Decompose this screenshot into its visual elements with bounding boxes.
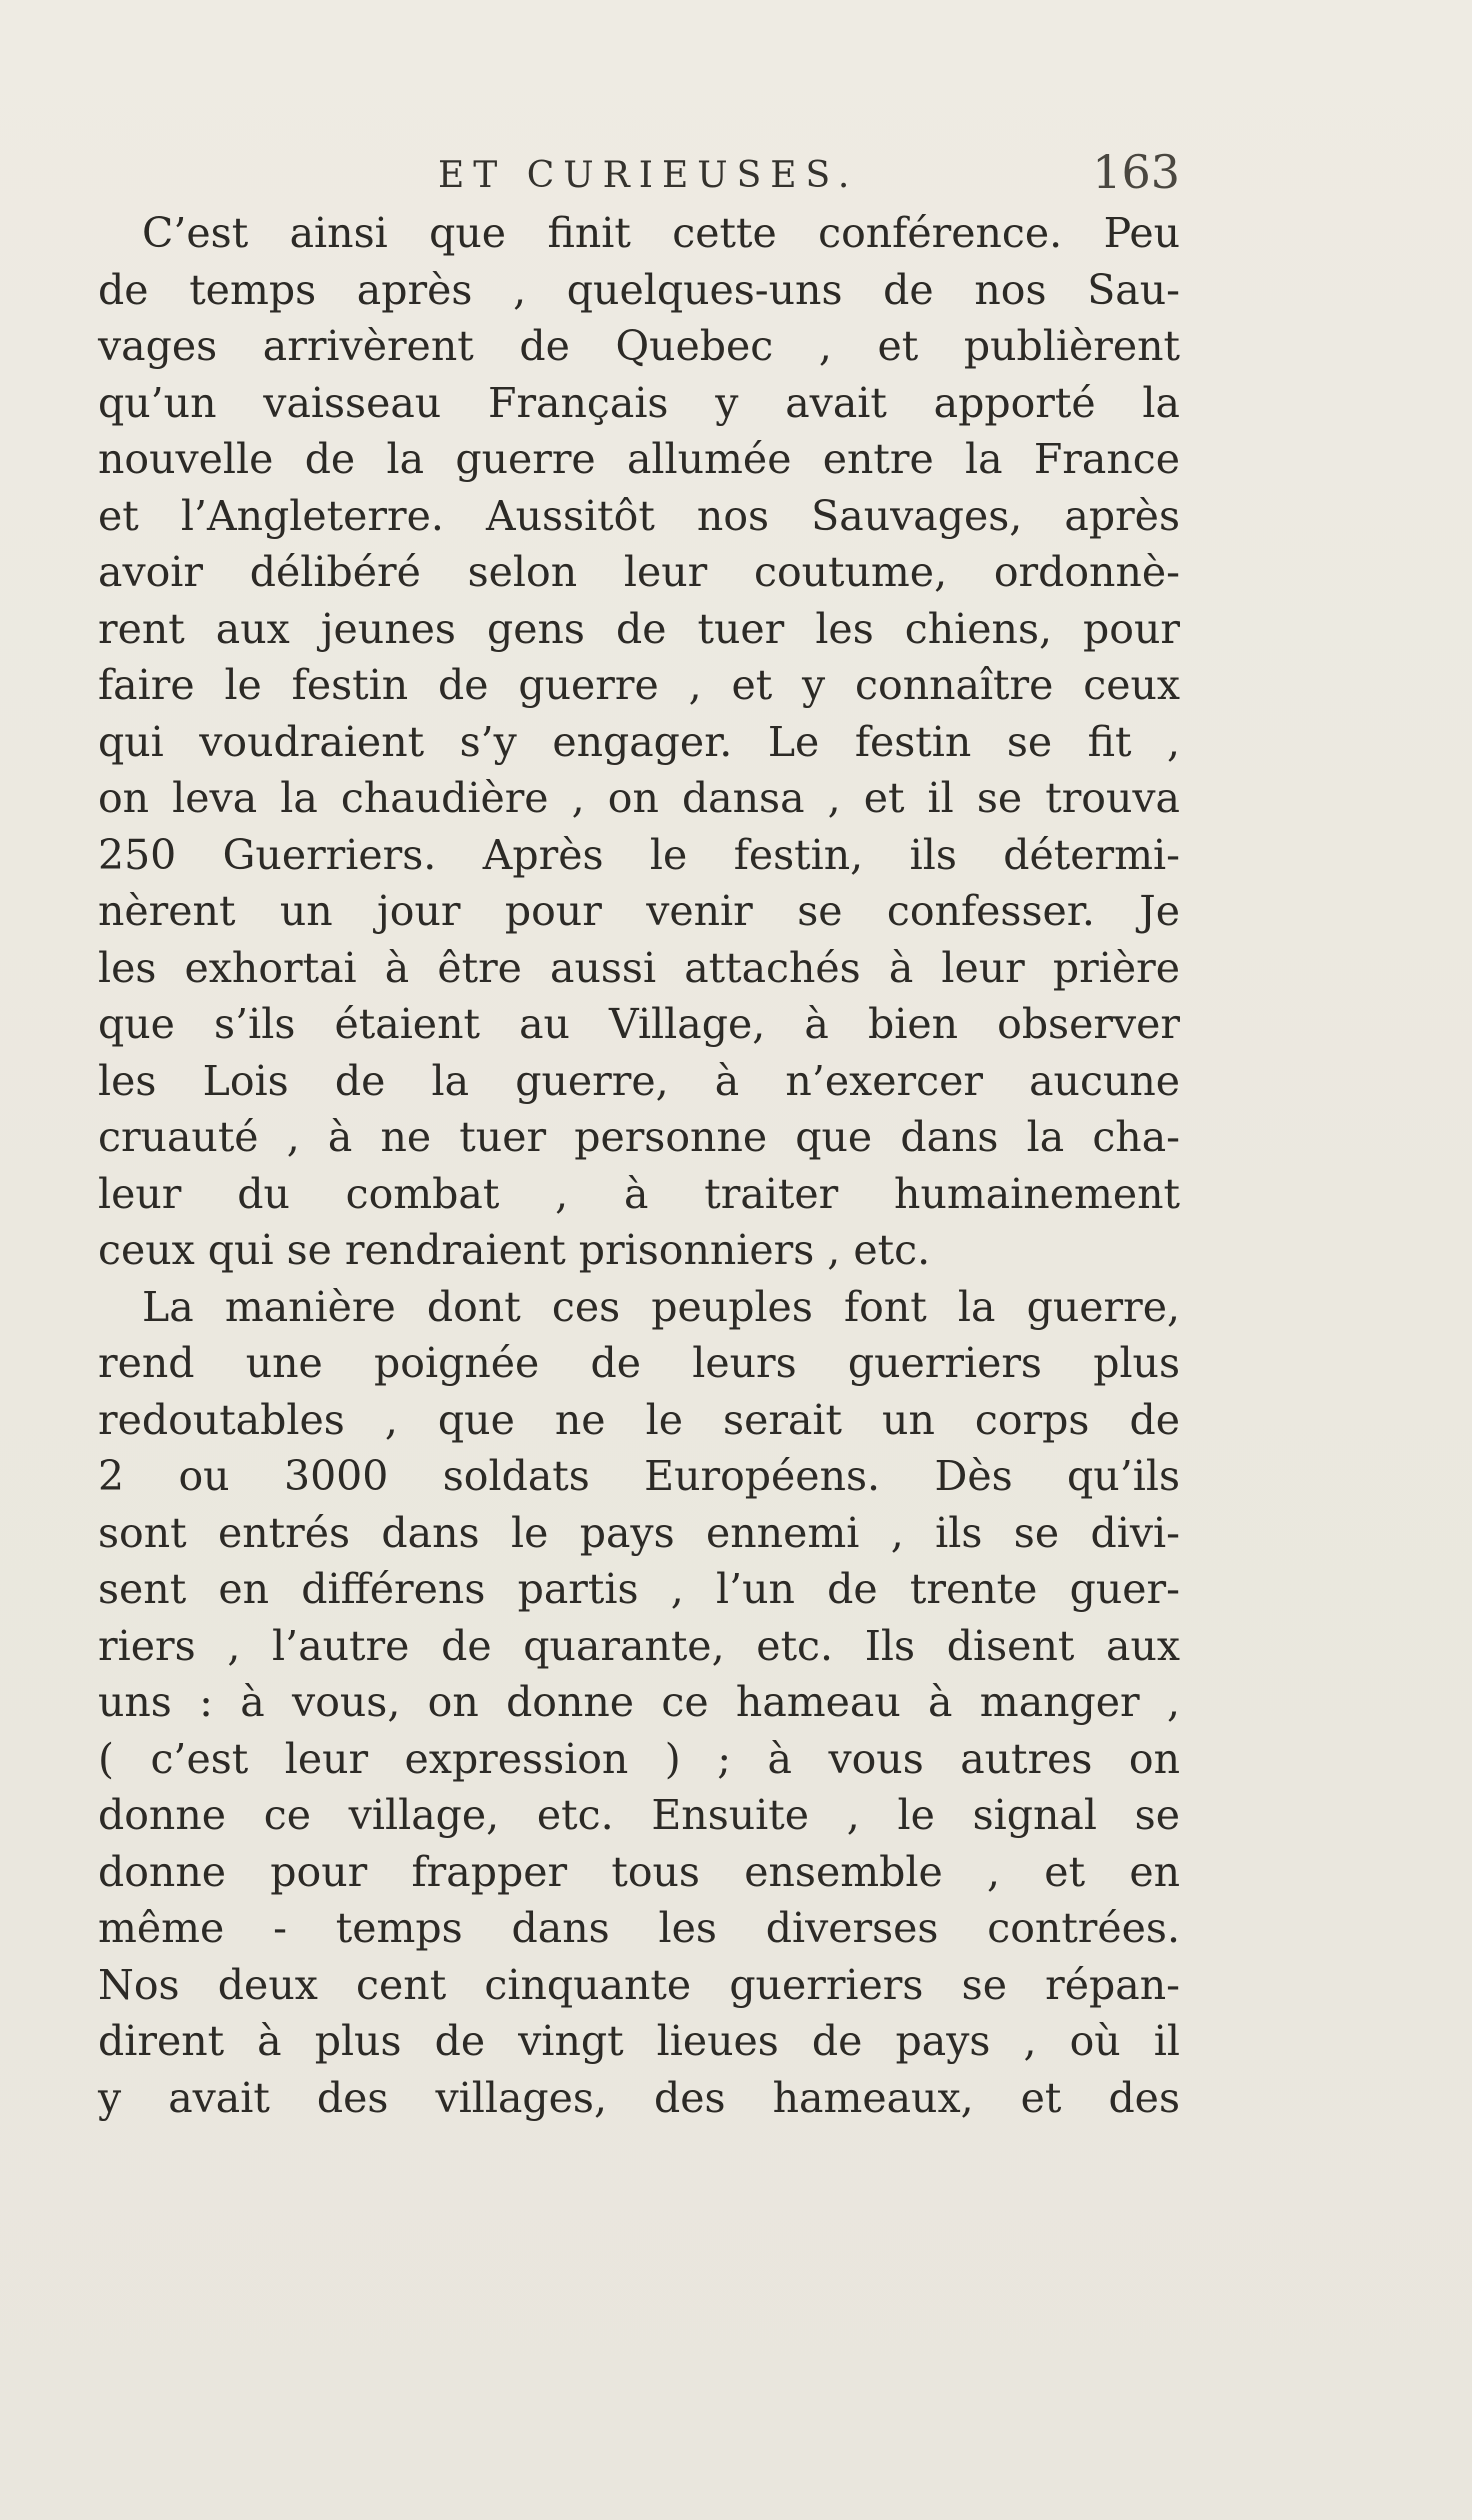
text-line: rent aux jeunes gens de tuer les chiens, pour (98, 604, 1180, 653)
text-line: de temps après , quelques-uns de nos Sau- (98, 265, 1180, 314)
text-line: nèrent un jour pour venir se confesser. Je (98, 887, 1180, 935)
text-line: cruauté , à ne tuer personne que dans la cha- (98, 1113, 1180, 1161)
text-line: qu’un vaisseau Français y avait apporté la (98, 378, 1180, 427)
text-line: uns : à vous, on donne ce hameau à manger , (98, 1678, 1180, 1726)
text-line: même - temps dans les diverses contrées. (98, 1904, 1180, 1952)
text-line: avoir délibéré selon leur coutume, ordonnè- (98, 548, 1180, 596)
running-head (98, 146, 1180, 206)
text-line: ceux qui se rendraient prisonniers , etc. (98, 1226, 931, 1274)
running-head-title: ET CURIEUSES. (438, 155, 859, 196)
text-line: ( c’est leur expression ) ; à vous autres on (98, 1734, 1180, 1783)
text-line: riers , l’autre de quarante, etc. Ils disent aux (98, 1621, 1180, 1670)
text-line: 2 ou 3000 soldats Européens. Dès qu’ils (98, 1452, 1180, 1500)
text-line: vages arrivèrent de Quebec , et publièrent (98, 322, 1180, 370)
text-line: 250 Guerriers. Après le festin, ils détermi- (98, 830, 1180, 879)
text-line: et l’Angleterre. Aussitôt nos Sauvages, après (98, 491, 1180, 540)
text-line: donne pour frapper tous ensemble , et en (98, 1847, 1180, 1896)
text-line: redoutables , que ne le serait un corps de (98, 1395, 1180, 1444)
text-line: sent en différens partis , l’un de trente guer- (98, 1565, 1180, 1613)
text-line: Nos deux cent cinquante guerriers se répan- (98, 1960, 1180, 2009)
text-line: on leva la chaudière , on dansa , et il se trouva (98, 774, 1180, 822)
page-number: 163 (1092, 145, 1180, 199)
text-line: La manière dont ces peuples font la guerre, (142, 1282, 1180, 1331)
text-line: les exhortai à être aussi attachés à leur prière (98, 943, 1180, 992)
text-line: faire le festin de guerre , et y connaître ceux (98, 661, 1180, 709)
text-line: donne ce village, etc. Ensuite , le signal se (98, 1791, 1180, 1839)
text-line: que s’ils étaient au Village, à bien observer (98, 1000, 1180, 1048)
text-line: dirent à plus de vingt lieues de pays , où il (98, 2017, 1180, 2065)
text-line: C’est ainsi que finit cette conférence. Peu (142, 209, 1180, 257)
text-line: les Lois de la guerre, à n’exercer aucune (98, 1056, 1180, 1105)
text-line: qui voudraient s’y engager. Le festin se fit , (98, 717, 1180, 766)
text-line: y avait des villages, des hameaux, et des (98, 2073, 1180, 2122)
text-line: sont entrés dans le pays ennemi , ils se divi- (98, 1508, 1180, 1557)
body-text (98, 205, 1180, 2126)
text-line: leur du combat , à traiter humainement (98, 1169, 1180, 1218)
text-line: rend une poignée de leurs guerriers plus (98, 1339, 1180, 1387)
text-line: nouvelle de la guerre allumée entre la France (98, 435, 1180, 483)
